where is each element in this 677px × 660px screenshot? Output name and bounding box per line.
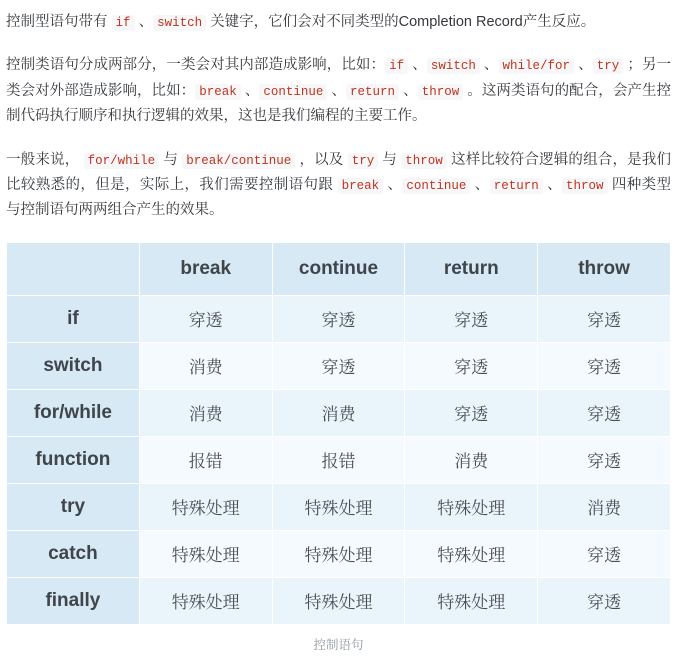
inline-code: throw — [418, 84, 464, 100]
column-header-throw: throw — [538, 242, 671, 295]
table-row — [7, 389, 671, 436]
inline-code: throw — [401, 153, 447, 169]
table-row — [7, 342, 671, 389]
cell-finally-continue: 特殊处理 — [272, 577, 405, 624]
cell-try-throw: 消费 — [538, 483, 671, 530]
row-header-switch: switch — [7, 342, 140, 389]
row-header-try: try — [7, 483, 140, 530]
cell-function-throw: 穿透 — [538, 436, 671, 483]
cell-forwhile-return: 穿透 — [405, 389, 538, 436]
inline-code: break — [195, 84, 241, 100]
inline-code: for/while — [84, 153, 160, 169]
inline-code: break/continue — [182, 153, 295, 169]
cell-finally-throw: 穿透 — [538, 577, 671, 624]
cell-catch-throw: 穿透 — [538, 530, 671, 577]
cell-forwhile-continue: 消费 — [272, 389, 405, 436]
table-row — [7, 530, 671, 577]
row-header-catch: catch — [7, 530, 140, 577]
inline-code: if — [385, 58, 408, 74]
paragraph-2: 控制类语句分成两部分，一类会对其内部造成影响，比如： if 、 switch 、 while/for 、 try ；另一类会对外部造成影响，比如： break 、 continue 、 return 、 throw 。这两类语句的配合，会产生控制代码执行顺序和执行逻辑的效果，这也是我们编程的主要工作。 — [6, 57, 672, 125]
column-header-return: return — [405, 242, 538, 295]
cell-try-break: 特殊处理 — [139, 483, 272, 530]
cell-switch-return: 穿透 — [405, 342, 538, 389]
cell-catch-break: 特殊处理 — [139, 530, 272, 577]
column-header-break: break — [139, 242, 272, 295]
cell-forwhile-break: 消费 — [139, 389, 272, 436]
cell-finally-return: 特殊处理 — [405, 577, 538, 624]
inline-code: switch — [153, 15, 206, 31]
paragraph-1: 控制型语句带有 if 、 switch 关键字，它们会对不同类型的Completion Record产生反应。 — [6, 14, 596, 30]
inline-code: return — [346, 84, 399, 100]
table-row — [7, 483, 671, 530]
inline-code: continue — [259, 84, 327, 100]
cell-try-return: 特殊处理 — [405, 483, 538, 530]
cell-if-return: 穿透 — [405, 295, 538, 342]
cell-function-continue: 报错 — [272, 436, 405, 483]
inline-code: while/for — [499, 58, 575, 74]
cell-if-throw: 穿透 — [538, 295, 671, 342]
column-header-continue: continue — [272, 242, 405, 295]
inline-code: try — [593, 58, 624, 74]
row-header-for-while: for/while — [7, 389, 140, 436]
table-row — [7, 577, 671, 624]
cell-if-break: 穿透 — [139, 295, 272, 342]
table-corner-cell — [7, 242, 140, 295]
cell-catch-return: 特殊处理 — [405, 530, 538, 577]
cell-switch-break: 消费 — [139, 342, 272, 389]
inline-code: throw — [562, 178, 608, 194]
table-head — [7, 242, 671, 295]
row-header-function: function — [7, 436, 140, 483]
cell-catch-continue: 特殊处理 — [272, 530, 405, 577]
inline-code: return — [490, 178, 543, 194]
table-row — [7, 436, 671, 483]
row-header-if: if — [7, 295, 140, 342]
cell-switch-continue: 穿透 — [272, 342, 405, 389]
cell-function-break: 报错 — [139, 436, 272, 483]
cell-forwhile-throw: 穿透 — [538, 389, 671, 436]
cell-function-return: 消费 — [405, 436, 538, 483]
inline-code: if — [112, 15, 135, 31]
table-header-row — [7, 242, 671, 295]
table-caption: 控制语句 — [313, 637, 364, 652]
inline-code: try — [348, 153, 379, 169]
inline-code: break — [338, 178, 384, 194]
table-body — [7, 295, 671, 624]
cell-switch-throw: 穿透 — [538, 342, 671, 389]
inline-code: switch — [427, 58, 480, 74]
table-row — [7, 295, 671, 342]
paragraph-3: 一般来说， for/while 与 break/continue ，以及 try 与 throw 这样比较符合逻辑的组合，是我们比较熟悉的，但是，实际上，我们需要控制语句跟 break 、 continue 、 return 、 throw 四种类型与控制语句两两组合产生的效果。 — [6, 151, 672, 219]
row-header-finally: finally — [7, 577, 140, 624]
cell-finally-break: 特殊处理 — [139, 577, 272, 624]
cell-if-continue: 穿透 — [272, 295, 405, 342]
inline-code: continue — [402, 178, 470, 194]
cell-try-continue: 特殊处理 — [272, 483, 405, 530]
control-statement-matrix — [6, 242, 671, 625]
